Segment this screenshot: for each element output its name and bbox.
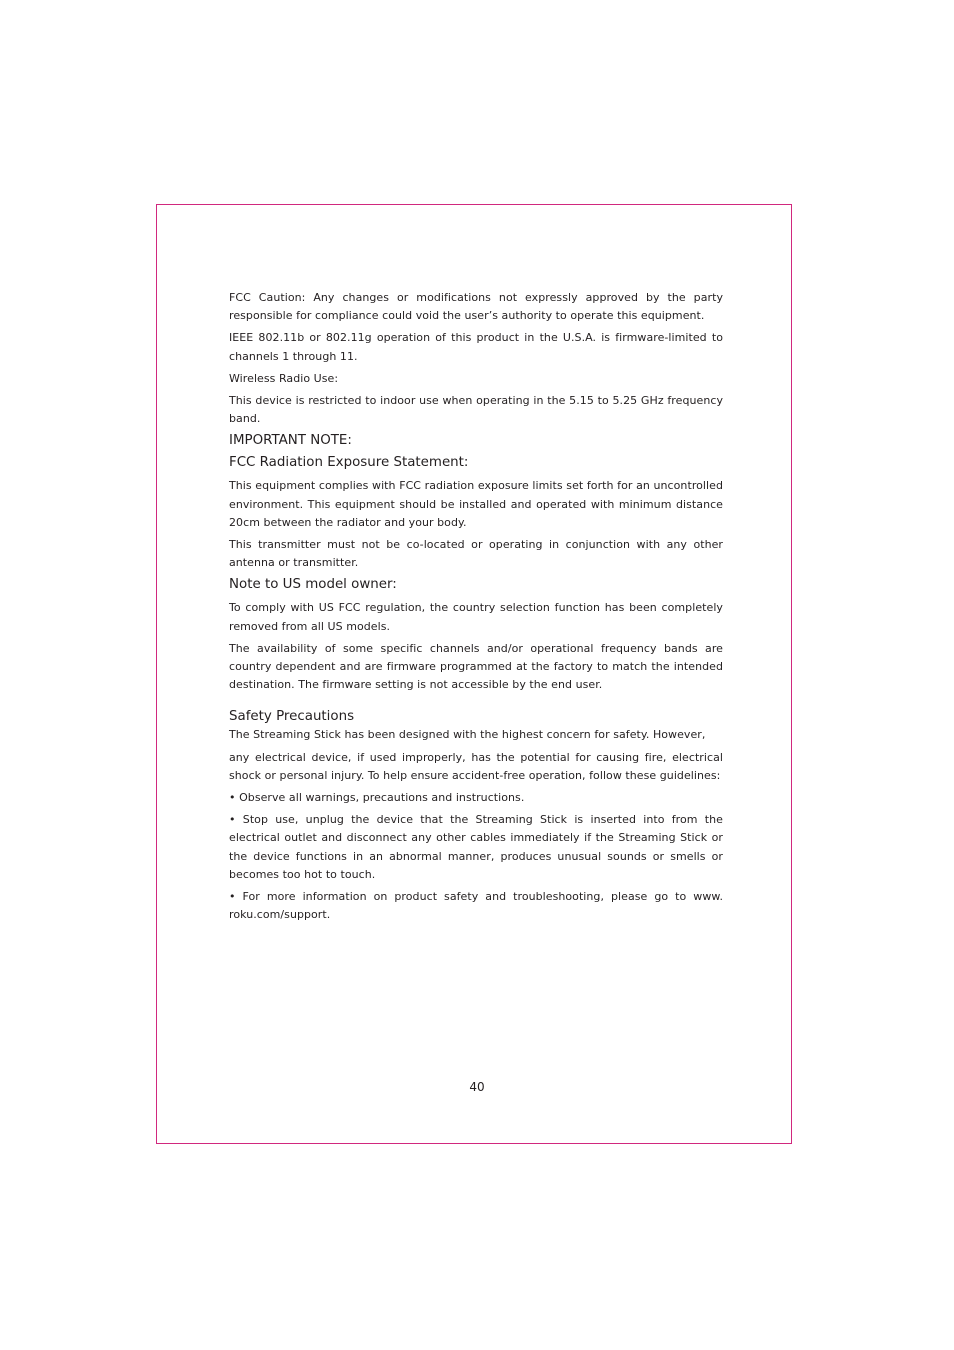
important-note-heading: IMPORTANT NOTE: — [229, 433, 352, 449]
transmitter-paragraph: This transmitter must not be co-located or operating in conjunction with any other antenna or transmitter. — [229, 538, 723, 570]
radiation-exposure-paragraph: This equipment complies with FCC radiation exposure limits set forth for an uncontrolled environment. This equipment should be installed and operated with minimum distance 20cm between the radiator and your body. — [229, 479, 723, 529]
safety-bullet-more-info: • For more information on product safety and troubleshooting, please go to www. roku.com/support. — [229, 890, 723, 922]
us-model-owner-heading: Note to US model owner: — [229, 577, 397, 593]
page-number: 40 — [469, 1080, 485, 1094]
document-body — [229, 289, 723, 924]
radiation-exposure-heading: FCC Radiation Exposure Statement: — [229, 455, 469, 471]
safety-precautions-heading: Safety Precautions — [229, 709, 355, 725]
wireless-radio-paragraph: This device is restricted to indoor use when operating in the 5.15 to 5.25 GHz frequency band. — [229, 394, 723, 426]
safety-bullet-stop-use: • Stop use, unplug the device that the Streaming Stick is inserted into from the electrical outlet and disconnect any other cables immediately if the Streaming Stick or the device functions in an abnormal manner, produces unusual sounds or smells or becomes too hot to touch. — [229, 813, 723, 881]
fcc-caution-paragraph: FCC Caution: Any changes or modifications not expressly approved by the party responsible for compliance could void the user’s authority to operate this equipment. — [229, 291, 723, 323]
safety-intro-line: The Streaming Stick has been designed with the highest concern for safety. However, — [229, 728, 706, 742]
wireless-radio-label: Wireless Radio Use: — [229, 371, 339, 385]
safety-bullet-warnings: • Observe all warnings, precautions and instructions. — [229, 791, 525, 805]
safety-intro-paragraph: any electrical device, if used improperly, has the potential for causing fire, electrical shock or personal injury. To help ensure accident-free operation, follow these guidelines: — [229, 750, 723, 782]
channel-availability-paragraph: The availability of some specific channels and/or operational frequency bands are country dependent and are firmware programmed at the factory to match the intended destination. The firmware setting is not accessible by the end user. — [229, 641, 723, 692]
us-model-owner-paragraph: To comply with US FCC regulation, the country selection function has been completely removed from all US models. — [229, 601, 723, 633]
ieee-paragraph: IEEE 802.11b or 802.11g operation of this product in the U.S.A. is firmware-limited to channels 1 through 11. — [229, 331, 723, 363]
